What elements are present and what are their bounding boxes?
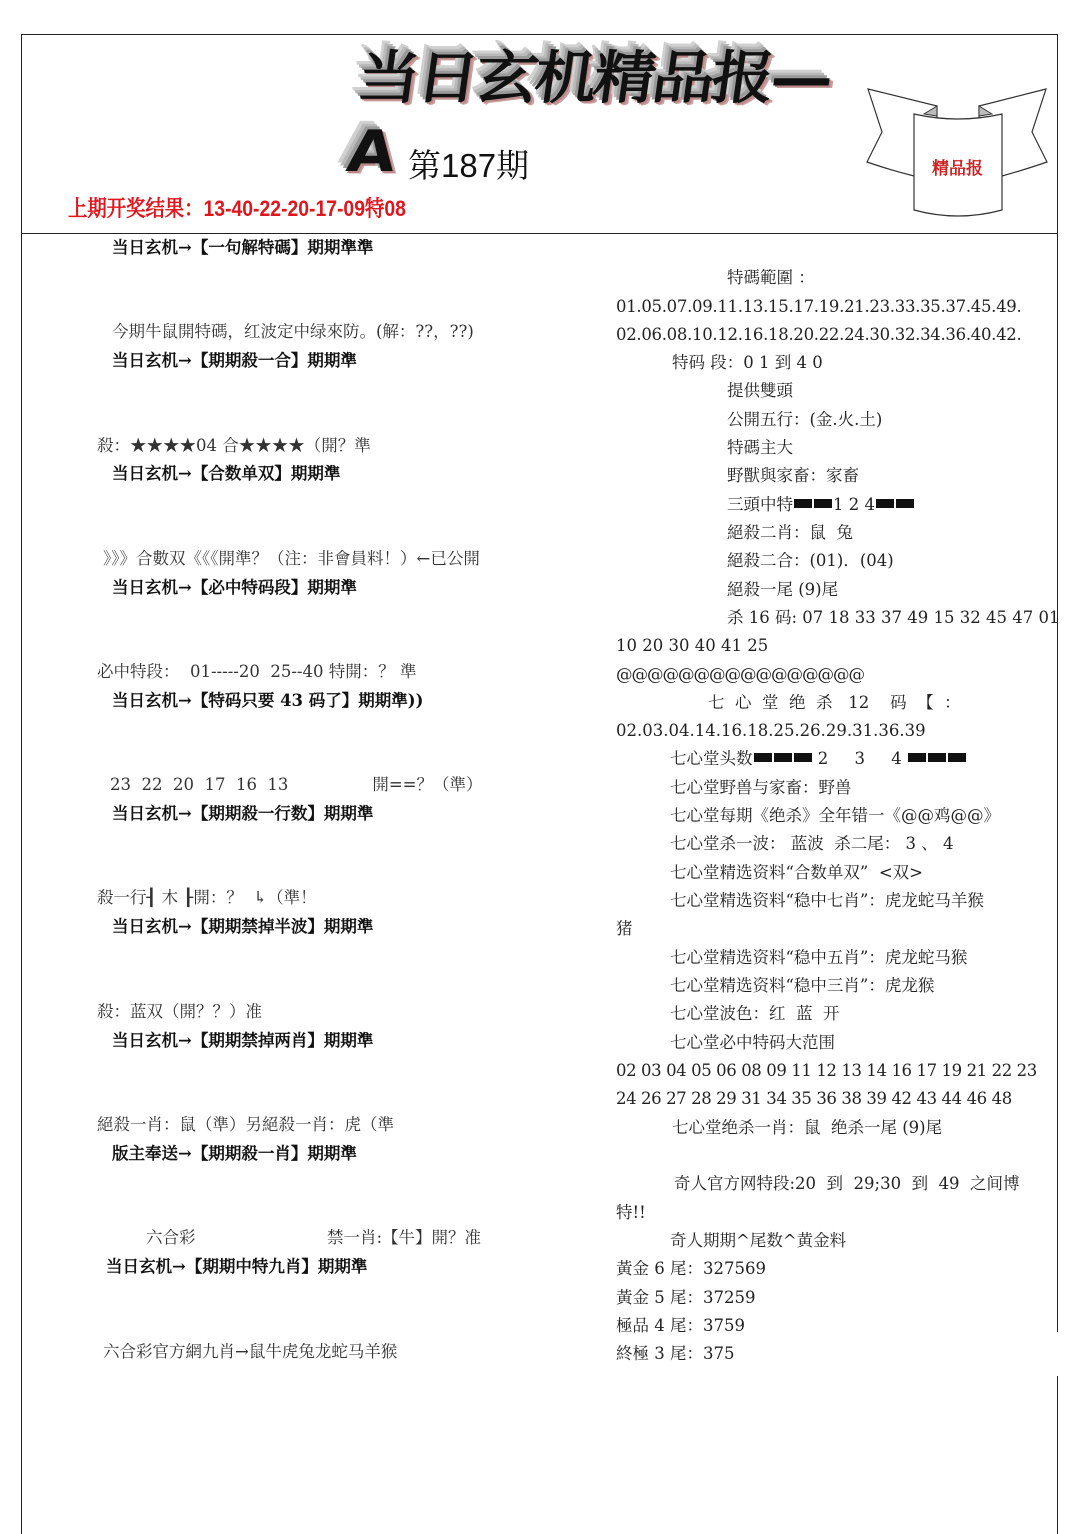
qiren-segment-wrap: 特!!: [616, 1203, 646, 1222]
bar-icon: [948, 753, 966, 762]
section-note: 今期牛鼠開特碼，红波定中绿來防。(解：??，??): [112, 322, 474, 341]
qxt-line: 七心堂必中特码大范围: [670, 1033, 835, 1052]
qiren-segment: 奇人官方网特段:20 到 29;30 到 49 之间博: [674, 1174, 1020, 1193]
banner-label: 精品报: [932, 159, 983, 179]
header-divider: [21, 233, 1058, 234]
kill16-line: 10 20 30 40 41 25: [616, 636, 769, 655]
big-range-line: 02 03 04 05 06 08 09 11 12 13 14 16 17 19 21 22 23: [616, 1061, 1037, 1080]
segment: 特码 段：0 1 到 4 0: [672, 353, 823, 372]
range-line: 02.06.08.10.12.16.18.20.22.24.30.32.34.36.40.42.: [616, 325, 1022, 344]
bar-icon: [754, 753, 772, 762]
range-title: 特碼範圍 ：: [727, 268, 815, 287]
scroll-banner-icon: [862, 84, 1052, 219]
qxt-line: 七心堂野兽与家畜：野兽: [670, 778, 852, 797]
section-note: 》》》合數双《《《開準？（注：非會員料！）←已公開: [103, 549, 480, 568]
three-heads-label: 三頭中特: [727, 495, 793, 514]
qxt-line: 七心堂波色：红 蓝 开: [670, 1004, 840, 1023]
section-note-right: 禁一肖:【牛】開？准: [327, 1228, 482, 1247]
section-note: 殺：蓝双（開？？）准: [97, 1002, 262, 1021]
section-heading: 当日玄机→【期期殺一行数】期期準: [112, 804, 374, 823]
qxt-kill-zodiac: 七心堂绝杀一肖：鼠 绝杀一尾 (9)尾: [672, 1118, 943, 1137]
section-heading: 当日玄机→【合数单双】期期準: [112, 464, 341, 483]
qxt-line: 七心堂精选资料“稳中三肖”：虎龙猴: [670, 976, 935, 995]
section-heading: 当日玄机→【期期禁掉两肖】期期準: [112, 1031, 374, 1050]
qiren-tail-title: 奇人期期^尾数^黄金料: [670, 1231, 847, 1250]
section-note: 必中特段： 01-----20 25--40 特開：？ 準: [97, 662, 417, 681]
section-heading: 当日玄机→【特码只要 43 码了】期期準)): [112, 691, 424, 710]
qxt-kill12-values: 02.03.04.14.16.18.25.26.29.31.36.39: [616, 721, 926, 740]
qxt-line: 七心堂精选资料“稳中五肖”：虎龙蛇马猴: [670, 948, 968, 967]
double-head: 提供雙頭: [727, 381, 793, 400]
section-note: 23 22 20 17 16 13 開==？（準）: [110, 775, 483, 794]
range-line: 01.05.07.09.11.13.15.17.19.21.23.33.35.37.45.49.: [616, 297, 1022, 316]
qxt-heads-label: 七心堂头数: [670, 749, 753, 768]
page-title: 当日玄机精品报—A: [343, 43, 835, 185]
tail-line: 黃金 5 尾：37259: [616, 1288, 756, 1307]
main-big: 特碼主大: [727, 438, 793, 457]
three-heads: [727, 494, 915, 516]
bar-icon: [876, 499, 894, 508]
bar-icon: [814, 499, 832, 508]
kill-one-tail: 絕殺一尾 (9)尾: [727, 580, 839, 599]
kill16-line: 杀 16 码: 07 18 33 37 49 15 32 45 47 01: [727, 608, 1060, 627]
section-heading: 版主奉送→【期期殺一肖】期期準: [112, 1144, 357, 1163]
qxt-line: 七心堂精选资料“稳中七肖”：虎龙蛇马羊猴: [670, 891, 984, 910]
section-note: 殺一行┨ 木 ┠開：？ ↳（準！: [97, 888, 317, 907]
last-draw-result: 上期开奖结果：13-40-22-20-17-09特08: [68, 196, 406, 221]
bar-icon: [794, 499, 812, 508]
bar-icon: [896, 499, 914, 508]
kill-two-sum: 絕殺二合：(01)．(04): [727, 551, 894, 570]
qxt-kill12-title: 七 心 堂 绝 杀 12 码 【 ：: [708, 693, 961, 712]
issue-number: 第187期: [408, 147, 530, 184]
bar-icon: [794, 753, 812, 762]
bar-icon: [928, 753, 946, 762]
section-note: 絕殺一肖：鼠（準）另絕殺一肖：虎（準: [97, 1115, 394, 1134]
qxt-heads-value: 2 3 4: [817, 749, 902, 768]
three-heads-value: 1 2 4: [833, 495, 875, 514]
bar-icon: [908, 753, 926, 762]
section-heading: 当日玄机→【期期殺一合】期期準: [112, 351, 357, 370]
qxt-heads: [670, 748, 967, 770]
bar-icon: [774, 753, 792, 762]
section-note: 六合彩官方網九肖→鼠牛虎兔龙蛇马羊猴: [103, 1342, 398, 1361]
tail-line: 黃金 6 尾：327569: [616, 1259, 766, 1278]
section-note-left: 六合彩: [146, 1228, 196, 1247]
section-heading: 当日玄机→【必中特码段】期期準: [112, 578, 357, 597]
tail-line: 終極 3 尾：375: [616, 1344, 735, 1363]
section-heading: 当日玄机→【期期禁掉半波】期期準: [112, 917, 374, 936]
wild-domestic: 野獸與家畜：家畜: [727, 466, 859, 485]
qxt-wrap: 猪: [616, 919, 633, 938]
kill-two-zodiac: 絕殺二肖：鼠 兔: [727, 523, 853, 542]
big-range-line: 24 26 27 28 29 31 34 35 36 38 39 42 43 44 46 48: [616, 1089, 1012, 1108]
five-elements: 公開五行：(金.火.土): [727, 410, 883, 429]
section-heading: 当日玄机→【一句解特碼】期期準準: [112, 238, 374, 257]
section-heading: 当日玄机→【期期中特九肖】期期準: [106, 1257, 368, 1276]
tail-line: 極品 4 尾：3759: [616, 1316, 745, 1335]
at-separator: @@@@@@@@@@@@@@@@: [616, 665, 864, 684]
qxt-line: 七心堂杀一波： 蓝波 杀二尾： 3 、 4: [670, 834, 954, 853]
qxt-line: 七心堂精选资料“合数单双” <双>: [670, 863, 924, 882]
section-note: 殺：★★★★04 合★★★★（開？準: [97, 436, 371, 455]
frame-gap: [1054, 1332, 1062, 1376]
qxt-line: 七心堂每期《绝杀》全年错一《@@鸡@@》: [670, 806, 1000, 825]
